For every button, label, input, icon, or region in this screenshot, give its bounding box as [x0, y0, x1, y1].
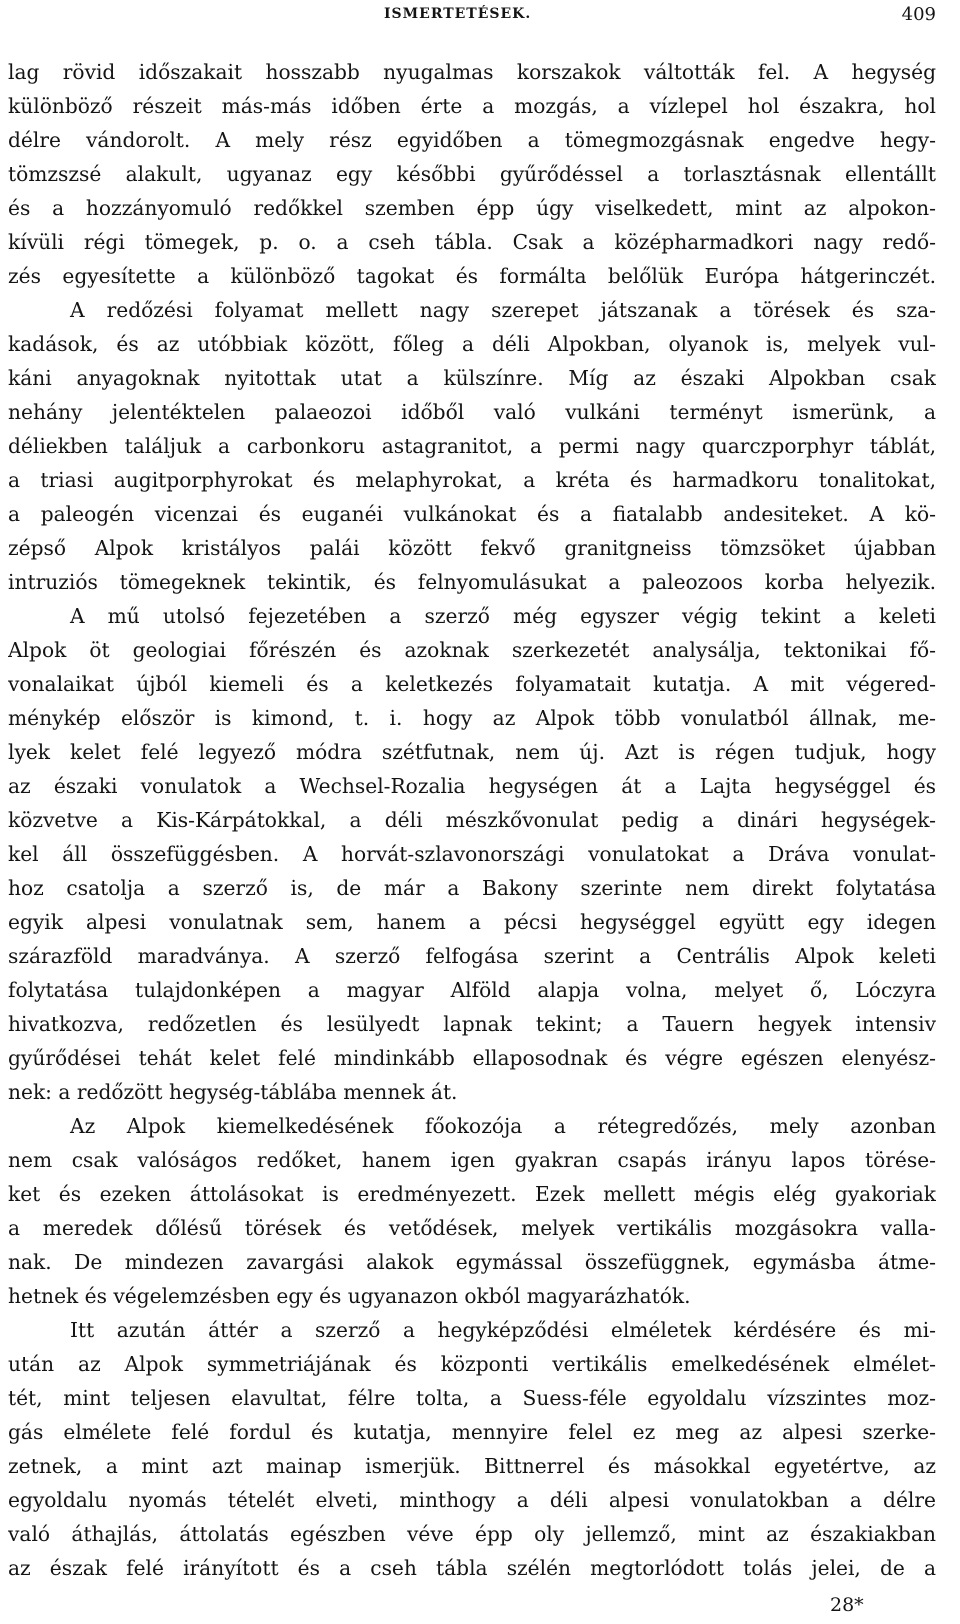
text-line: gás elmélete felé fordul és kutatja, mennyire felel ez meg az alpesi szerke- [8, 1420, 936, 1444]
text-line: egyoldalu nyomás tételét elveti, minthogy a déli alpesi vonulatokban a délre [8, 1488, 936, 1512]
text-line: kel áll összefüggésben. A horvát-szlavonországi vonulatokat a Dráva vonulat- [8, 842, 936, 866]
text-line: zépső Alpok kristályos palái között fekvő granitgneiss tömzsöket újabban [8, 536, 936, 560]
text-line: a paleogén vicenzai és euganéi vulkánokat és a fiatalabb andesiteket. A kö- [8, 502, 936, 526]
text-line: különböző részeit más-más időben érte a mozgás, a vízlepel hol északra, hol [8, 94, 936, 118]
text-line: káni anyagoknak nyitottak utat a külszínre. Míg az északi Alpokban csak [8, 366, 936, 390]
text-line: kívüli régi tömegek, p. o. a cseh tábla. Csak a középharmadkori nagy redő- [8, 230, 936, 254]
text-line: folytatása tulajdonképen a magyar Alföld alapja volna, melyet ő, Lóczyra [8, 978, 936, 1002]
text-line: közvetve a Kis-Kárpátokkal, a déli mészkővonulat pedig a dinári hegységek- [8, 808, 936, 832]
running-head: ISMERTETÉSEK. [384, 6, 532, 22]
text-line: ménykép először is kimond, t. i. hogy az Alpok több vonulatból állnak, me- [8, 706, 936, 730]
body-text [8, 55, 936, 1585]
text-line: kadások, és az utóbbiak között, főleg a déli Alpokban, olyanok is, melyek vul- [8, 332, 936, 356]
text-line: nek: a redőzött hegység-táblába mennek át. [8, 1080, 458, 1104]
text-line: egyik alpesi vonulatnak sem, hanem a pécsi hegységgel együtt egy idegen [8, 910, 936, 934]
signature-mark: 28* [830, 1594, 864, 1616]
text-line: nak. De mindezen zavargási alakok egymással összefüggnek, egymásba átme- [8, 1250, 936, 1274]
text-line: zés egyesítette a különböző tagokat és formálta belőlük Európa hátgerinczét. [8, 264, 936, 288]
text-line: lag rövid időszakait hosszabb nyugalmas korszakok váltották fel. A hegység [8, 60, 936, 84]
text-line: a triasi augitporphyrokat és melaphyrokat, a kréta és harmadkoru tonalitokat, [8, 468, 936, 492]
text-line: délre vándorolt. A mely rész egyidőben a tömegmozgásnak engedve hegy- [8, 128, 936, 152]
text-line: hetnek és végelemzésben egy és ugyanazon okból magyarázhatók. [8, 1284, 691, 1308]
text-line: intruziós tömegeknek tekintik, és felnyomulásukat a paleozoos korba helyezik. [8, 570, 936, 594]
text-line: tömzszsé alakult, ugyanaz egy későbbi gyűrődéssel a torlasztásnak ellentállt [8, 162, 936, 186]
text-line: vonalaikat újból kiemeli és a keletkezés folyamatait kutatja. A mit végered- [8, 672, 936, 696]
text-line: a meredek dőlésű törések és vetődések, melyek vertikális mozgásokra valla- [8, 1216, 936, 1240]
text-line: gyűrődései tehát kelet felé mindinkább ellaposodnak és végre egészen elenyész- [8, 1046, 936, 1070]
text-line: szárazföld maradványa. A szerző felfogása szerint a Centrális Alpok keleti [8, 944, 936, 968]
text-line: az északi vonulatok a Wechsel-Rozalia hegységen át a Lajta hegységgel és [8, 774, 936, 798]
text-line: nem csak valóságos redőket, hanem igen gyakran csapás irányu lapos törése- [8, 1148, 936, 1172]
text-line: Alpok öt geologiai főrészén és azoknak szerkezetét analysálja, tektonikai fő- [8, 638, 936, 662]
text-line: után az Alpok symmetriájának és központi vertikális emelkedésének elmélet- [8, 1352, 936, 1376]
text-line: tét, mint teljesen elavultat, félre tolta, a Suess-féle egyoldalu vízszintes moz- [8, 1386, 936, 1410]
text-line: déliekben találjuk a carbonkoru astagranitot, a permi nagy quarczporphyr táblát, [8, 434, 936, 458]
document-page [8, 0, 944, 1624]
text-line: lyek kelet felé legyező módra szétfutnak, nem új. Azt is régen tudjuk, hogy [8, 740, 936, 764]
text-line: az észak felé irányított és a cseh tábla szélén megtorlódott tolás jelei, de a [8, 1556, 936, 1580]
text-line: nehány jelentéktelen palaeozoi időből való vulkáni terményt ismerünk, a [8, 400, 936, 424]
page-number: 409 [901, 4, 936, 25]
text-line: hivatkozva, redőzetlen és lesülyedt lapnak tekint; a Tauern hegyek intensiv [8, 1012, 936, 1036]
text-line: A mű utolsó fejezetében a szerző még egyszer végig tekint a keleti [70, 604, 936, 628]
text-line: és a hozzányomuló redőkkel szemben épp úgy viselkedett, mint az alpokon- [8, 196, 936, 220]
text-line: hoz csatolja a szerző is, de már a Bakony szerinte nem direkt folytatása [8, 876, 936, 900]
text-line: zetnek, a mint azt mainap ismerjük. Bittnerrel és másokkal egyetértve, az [8, 1454, 936, 1478]
text-line: ket és ezeken áttolásokat is eredményezett. Ezek mellett mégis elég gyakoriak [8, 1182, 936, 1206]
page-header [8, 4, 936, 28]
text-line: Az Alpok kiemelkedésének főokozója a rétegredőzés, mely azonban [70, 1114, 936, 1138]
text-line: való áthajlás, áttolatás egészben véve épp oly jellemző, mint az északiakban [8, 1522, 936, 1546]
text-line: Itt azután áttér a szerző a hegyképződési elméletek kérdésére és mi- [70, 1318, 936, 1342]
text-line: A redőzési folyamat mellett nagy szerepet játszanak a törések és sza- [70, 298, 936, 322]
